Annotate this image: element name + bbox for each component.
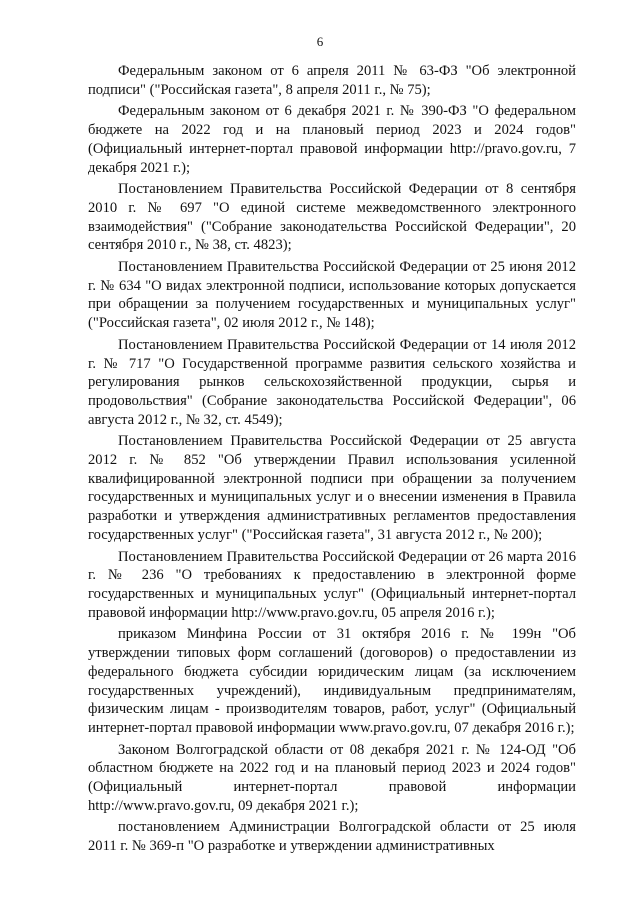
paragraph-390-fz: Федеральным законом от 6 декабря 2021 г. № 390-ФЗ "О федеральном бюджете на 2022 год и на плановый период 2023 и 2024 годов" (Официальный интернет-портал правовой информации http://pravo.gov.ru, 7 декабря 2021 г.); — [88, 103, 576, 176]
paragraph-124-od: Законом Волгоградской области от 08 декабря 2021 г. № 124-ОД "Об областном бюджете на 2022 год и на плановый период 2023 и 2024 годов" (Официальный интернет-портал правовой информации http://www.pravo.gov.ru, 09 декабря 2021 г.); — [88, 741, 576, 814]
paragraph-634: Постановлением Правительства Российской Федерации от 25 июня 2012 г. № 634 "О видах электронной подписи, использование которых допускается при обращении за получением государственных и муниципальных услуг" ("Российская газета", 02 июля 2012 г., № 148); — [88, 259, 576, 332]
paragraph-369-p: постановлением Администрации Волгоградской области от 25 июля 2011 г. № 369-п "О разработке и утверждении административных — [88, 819, 576, 855]
paragraph-852: Постановлением Правительства Российской Федерации от 25 августа 2012 г. № 852 "Об утверждении Правил использования усиленной квалифицированной электронной подписи при обращении за получением государственных и муниципальных услуг и о внесении изменения в Правила разработки и утверждения административных регламентов предоставления государственных услуг" ("Российская газета", 31 августа 2012 г., № 200); — [88, 433, 576, 543]
paragraph-199n: приказом Минфина России от 31 октября 2016 г. № 199н "Об утверждении типовых форм соглашений (договоров) о предоставлении из федерального бюджета субсидии юридическим лицам (за исключением государственных учреждений), индивидуальным предпринимателям, физическим лицам - производителям товаров, работ, услуг" (Официальный интернет-портал правовой информации www.pravo.gov.ru, 07 декабря 2016 г.); — [88, 626, 576, 736]
document-body — [88, 62, 576, 856]
paragraph-717: Постановлением Правительства Российской Федерации от 14 июля 2012 г. № 717 "О Государственной программе развития сельского хозяйства и регулирования рынков сельскохозяйственной продукции, сырья и продовольствия" (Собрание законодательства Российской Федерации", 06 августа 2012 г., № 32, ст. 4549); — [88, 336, 576, 428]
paragraph-236: Постановлением Правительства Российской Федерации от 26 марта 2016 г. № 236 "О требованиях к предоставлению в электронной форме государственных и муниципальных услуг" (Официальный интернет-портал правовой информации http://www.pravo.gov.ru, 05 апреля 2016 г.); — [88, 548, 576, 621]
page-number: 6 — [316, 34, 324, 49]
paragraph-697: Постановлением Правительства Российской Федерации от 8 сентября 2010 г. № 697 "О единой системе межведомственного электронного взаимодействия" ("Собрание законодательства Российской Федерации", 20 сентября 2010 г., № 38, ст. 4823); — [88, 181, 576, 254]
paragraph-63-fz: Федеральным законом от 6 апреля 2011 № 63-ФЗ "Об электронной подписи" ("Российская газета", 8 апреля 2011 г., № 75); — [88, 63, 576, 98]
